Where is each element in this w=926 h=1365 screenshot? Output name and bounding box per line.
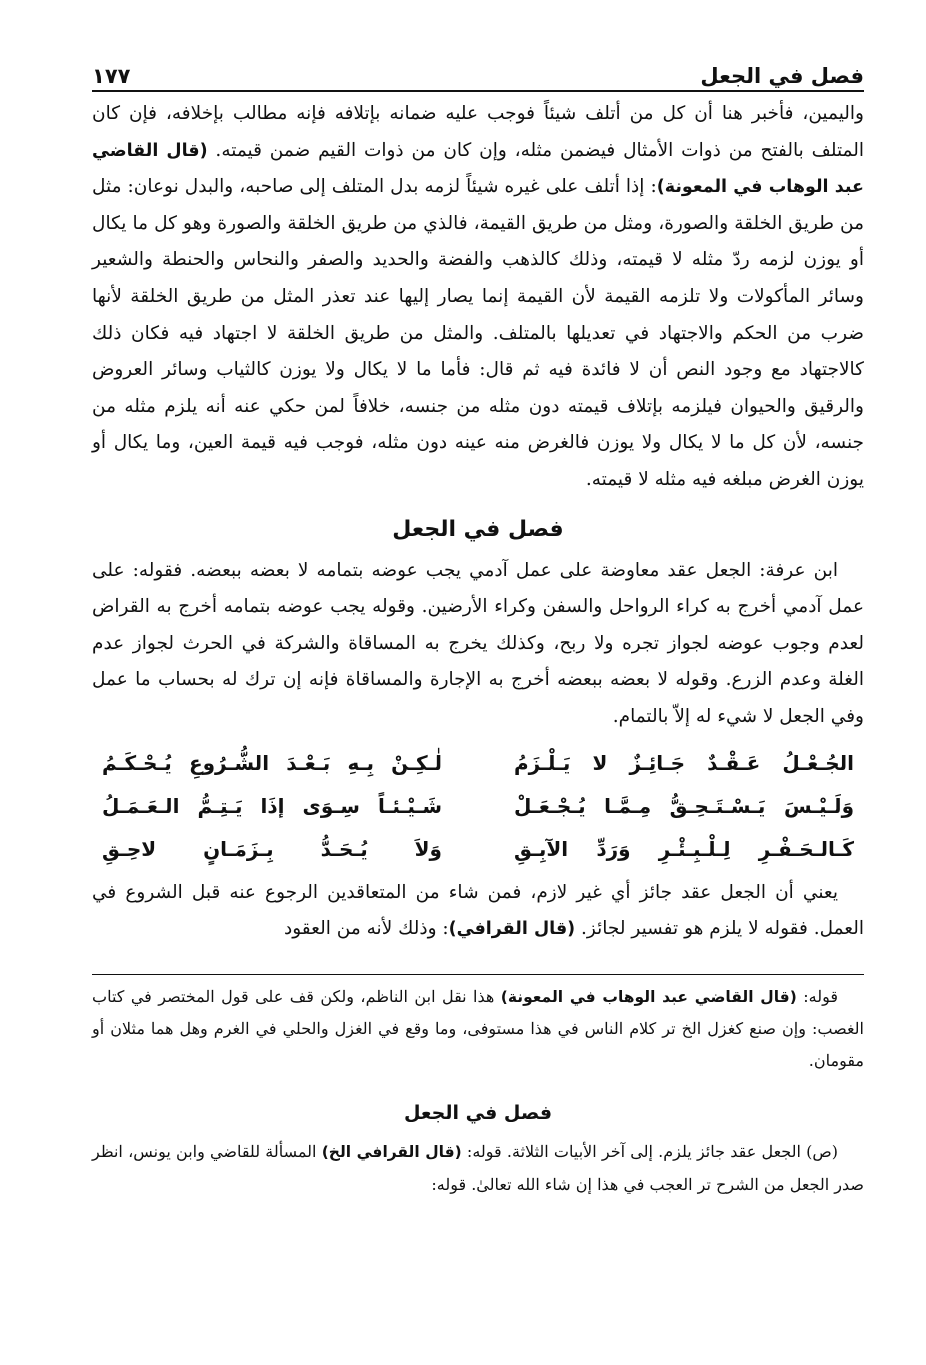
poem-verse xyxy=(92,785,864,828)
verse-second-half: شَـيْـئـاً سِـوَى إذَا يَـتِـمُّ الـعَـمَـلُ xyxy=(102,793,442,818)
quoted-source: (قال القرافي) xyxy=(448,919,576,940)
book-page xyxy=(92,58,864,1200)
footnote-text: المسألة للقاضي وابن يونس، انظر صدر الجعل من الشرح تر العجب في هذا إن شاء الله تعالىٰ. قوله: xyxy=(92,1142,864,1194)
footnote-paragraph xyxy=(92,981,864,1077)
quoted-source: (قال القاضي عبد الوهاب في المعونة) xyxy=(92,140,864,198)
paragraph-text: : وذلك لأنه من العقود xyxy=(284,918,449,940)
poem-verse xyxy=(92,828,864,871)
paragraph-text: يعني أن الجعل عقد جائز أي غير لازم، فمن شاء من المتعاقدين الرجوع عنه قبل الشروع في العمل. فقوله لا يلزم هو تفسير لجائز. xyxy=(92,881,864,940)
paragraph-text: : إذا أتلف على غيره شيئاً لزمه بدل المتلف إلى صاحبه، والبدل نوعان: مثل من طريق الخلقة والصورة، ومثل من طريق القيمة، فالذي من طريق الخلقة والصورة وهو كل ما يكال أو يوزن لزمه ردّ مثله لا قيمته، وذلك كالذهب والفضة والحديد والصفر والنحاس والحنطة والشعير وسائر المأكولات ولا تلزمه القيمة لأن القيمة إنما يصار إليها عند تعذر المثل من طريق الخلقة لأنها ضرب من الحكم والاجتهاد في تعديلها بالمتلف. والمثل من طريق الخلقة لا اجتهاد فيه فكان ذلك كالاجتهاد مع وجود النص أن لا فائدة فيه ثم قال: فأما ما لا يكال ولا يوزن كالثياب وسائر العروض والرقيق والحيوان فيلزمه بإتلاف قيمته دون مثله من جنسه، خلافاً لمن حكي عنه أنه يلزم مثله من جنسه، لأن كل ما لا يكال ولا يوزن فالغرض منه عينه دون مثله، فوجب فيه قيمة العين، وما يكال أو يوزن الغرض مبلغه فيه مثله لا قيمته. xyxy=(92,176,864,490)
quoted-source: (قال القاضي عبد الوهاب في المعونة) xyxy=(500,987,797,1006)
paragraph-text: واليمين، فأخبر هنا أن كل من أتلف شيئاً فوجب عليه ضمانه بإتلافه فإنه مطالب بإخلافه، فإن كان المتلف بالفتح من ذوات الأمثال فيضمن مثله، وإن كان من ذوات القيم ضمن قيمته. xyxy=(92,103,864,161)
poem xyxy=(92,742,864,871)
quoted-source: (قال القرافي الخ) xyxy=(321,1143,462,1162)
footnote-text: هذا نقل ابن الناظم، ولكن قف على قول المختصر في كتاب الغصب: وإن صنع كغزل الخ تر كلام الناس في هذا مستوفى، وما وقع في الغزل والحلي في الغرم وهل هما مثلان أو مقومان. xyxy=(92,986,864,1070)
footnote-text: (ص) الجعل عقد جائز يلزم. إلى آخر الأبيات الثلاثة. قوله: xyxy=(461,1142,838,1162)
paragraph-ibn-arafa: ابن عرفة: الجعل عقد معاوضة على عمل آدمي يجب عوضه بتمامه لا بعضه ببعضه. فقوله: على عمل آدمي أخرج به كراء الرواحل والسفن وكراء الأرضين. وقوله يجب عوضه بتمامه أخرج به القراض لعدم وجوب عوضه لجواز تجره ولا ربح، وكذلك يخرج به المساقاة والشركة في الحرث لجواز عدم الغلة وعدم الزرع. وقوله لا بعضه ببعضه أخرج به الإجارة والمساقاة فإنه إن ترك له بحساب ما عمل وفي الجعل لا شيء له إلاّ بالتمام. xyxy=(92,559,864,727)
footnote-paragraph xyxy=(92,1136,864,1200)
verse-first-half: كَـالـحَـفْـرِ لِـلْـبِـئْـرِ وَرَدِّ الآبِـقِ xyxy=(514,836,854,861)
poem-verse xyxy=(92,742,864,785)
verse-second-half: وَلاَ يُـحَـدُّ بِـزَمَـانٍ لاحِـقِ xyxy=(102,836,442,861)
page-number: ١٧٧ xyxy=(92,64,131,88)
running-header xyxy=(92,58,864,92)
main-text xyxy=(92,96,864,948)
verse-first-half: الجُـعْـلُ عَـقْـدٌ جَـائِـزٌ لا يَـلْـزَمُ xyxy=(514,750,854,775)
verse-second-half: لٰـكِـنْ بِـهِ بَـعْـدَ الشُّـرُوعِ يُـحْـكَـمُ xyxy=(102,750,442,775)
footnote-divider xyxy=(92,974,864,975)
paragraph-itlaf xyxy=(92,96,864,499)
verse-first-half: وَلَـيْـسَ يَـسْـتَـحِـقُّ مِـمَّـا يُـجْـعَـلْ xyxy=(514,793,854,818)
footnote-section xyxy=(92,981,864,1201)
footnote-text: قوله: xyxy=(796,986,838,1006)
running-title: فصل في الجعل xyxy=(700,64,864,88)
footnote-heading: فصل في الجعل xyxy=(403,1102,553,1125)
paragraph-commentary xyxy=(92,875,864,948)
section-heading: فصل في الجعل xyxy=(392,516,564,542)
